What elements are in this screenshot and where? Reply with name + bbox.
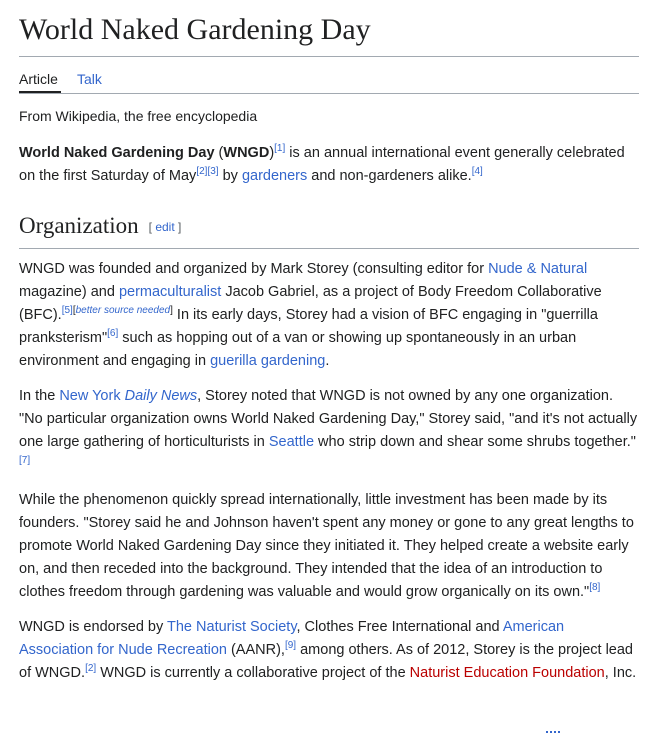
- ref-7-link[interactable]: [7]: [19, 455, 31, 467]
- link-text: New York: [59, 388, 125, 404]
- lead-bold-name: World Naked Gardening Day: [19, 145, 215, 161]
- text: and non-gardeners alike.: [307, 168, 472, 184]
- text: such as hopping out of a van or showing up spontaneously in an urban environment and engaging in: [19, 330, 577, 369]
- tab-talk[interactable]: Talk: [77, 71, 102, 87]
- tab-article-indicator: [19, 91, 61, 93]
- tab-bar: [19, 57, 639, 94]
- section-edit: [149, 220, 182, 234]
- text: , Clothes Free International and: [296, 619, 503, 635]
- text: , Storey noted that WNGD is not owned by any one organization. "No particular organization owns World Naked Gardening Day," Storey said, "and it's not actually one large gathering of horticulturists in: [19, 388, 638, 450]
- edit-bracket-open: [: [148, 220, 156, 234]
- tagline: From Wikipedia, the free encyclopedia: [19, 108, 258, 124]
- nude-natural-link[interactable]: Nude & Natural: [488, 261, 588, 277]
- text: In the: [19, 388, 60, 404]
- ref-2-link[interactable]: [2]: [85, 663, 97, 675]
- ref-9-link[interactable]: [9]: [284, 640, 297, 652]
- new-york-daily-news-link[interactable]: [59, 388, 197, 404]
- text: (: [214, 145, 224, 161]
- text: who strip down and shear some shrubs together.": [314, 434, 636, 450]
- ref-6-link[interactable]: [6]: [107, 328, 119, 340]
- paragraph-endorsements: [19, 616, 639, 685]
- ref-2-link[interactable]: [2]: [196, 166, 208, 178]
- page-title: World Naked Gardening Day: [19, 0, 639, 57]
- tab-article[interactable]: Article: [19, 71, 58, 87]
- text: , Inc.: [604, 665, 637, 681]
- lead-bold-abbr: WNGD: [223, 145, 270, 161]
- paragraph-daily-news: [19, 385, 639, 477]
- text: by: [218, 168, 242, 184]
- text: WNGD is endorsed by: [19, 619, 168, 635]
- lead-paragraph: [19, 142, 639, 188]
- text: is an annual international event generally celebrated on the first Saturday of May: [19, 145, 625, 184]
- text: (AANR),: [226, 642, 285, 658]
- ref-1-link[interactable]: [1]: [274, 143, 286, 155]
- aanr-link[interactable]: American Association for Nude Recreation: [19, 619, 565, 658]
- paragraph-investment: [19, 489, 639, 604]
- section-heading-organization: [19, 210, 639, 249]
- text: WNGD is currently a collaborative project of the: [96, 665, 410, 681]
- cn-bracket: [: [72, 305, 76, 317]
- text: .: [325, 353, 330, 369]
- section-heading-text: Organization: [19, 213, 139, 238]
- paragraph-founding: [19, 258, 639, 373]
- better-source-needed-link[interactable]: better source needed: [75, 305, 171, 317]
- text: ): [269, 145, 275, 161]
- ref-4-link[interactable]: [4]: [471, 166, 483, 178]
- edit-section-link[interactable]: edit: [155, 220, 175, 234]
- article-page: [19, 0, 639, 685]
- text: In its early days, Storey had a vision of BFC engaging in "guerrilla pranksterism": [19, 307, 598, 346]
- text: Jacob Gabriel, as a project of Body Freedom Collaborative (BFC).: [19, 284, 602, 323]
- gardeners-link[interactable]: gardeners: [241, 168, 308, 184]
- link-text-italic: Daily News: [124, 388, 198, 404]
- edit-bracket-close: ]: [174, 220, 182, 234]
- cutoff-marker: [546, 731, 560, 737]
- ref-5-link[interactable]: [5]: [61, 305, 73, 317]
- cn-bracket: ]: [170, 305, 173, 317]
- ref-8-link[interactable]: [8]: [589, 582, 601, 594]
- seattle-link[interactable]: Seattle: [268, 434, 315, 450]
- permaculturalist-link[interactable]: permaculturalist: [118, 284, 222, 300]
- guerilla-gardening-link[interactable]: guerilla gardening: [210, 353, 326, 369]
- text: WNGD was founded and organized by Mark Storey (consulting editor for: [19, 261, 489, 277]
- text: among others. As of 2012, Storey is the project lead of WNGD.: [19, 642, 633, 681]
- naturist-society-link[interactable]: The Naturist Society: [167, 619, 297, 635]
- text: While the phenomenon quickly spread internationally, little investment has been made by its founders. "Storey said he and Johnson haven't spent any money or gone to any great lengths to promote World Naked Gardening Day since they initiated it. They helped create a website early on, and then receded into the background. They intended that the idea of an introduction to clothes freedom through gardening was valuable and would grow organically on its own.": [19, 492, 634, 600]
- naturist-education-foundation-link[interactable]: Naturist Education Foundation: [409, 665, 605, 681]
- text: magazine) and: [19, 284, 119, 300]
- ref-3-link[interactable]: [3]: [207, 166, 219, 178]
